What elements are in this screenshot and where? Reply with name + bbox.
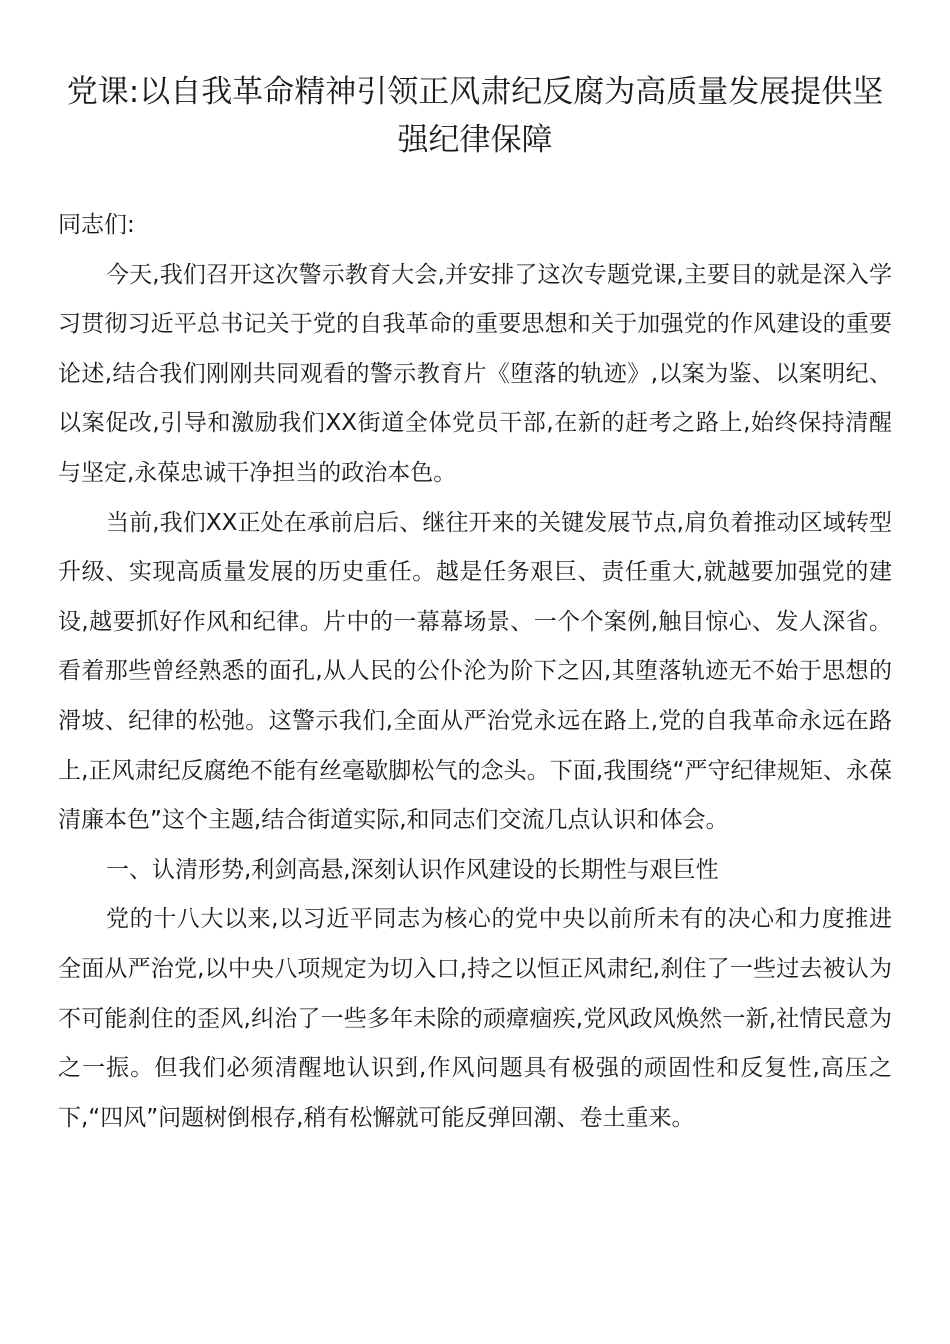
section-heading: 一、认清形势,利剑高悬,深刻认识作风建设的长期性与艰巨性 (106, 856, 719, 883)
document-body (58, 201, 892, 1143)
section-paragraph: 党的十八大以来,以习近平同志为核心的党中央以前所未有的决心和力度推进全面从严治党,以中央八项规定为切入口,持之以恒正风肃纪,刹住了一些过去被认为不可能刹住的歪风,纠治了一些多年未除的顽瘴痼疾,党风政风焕然一新,社情民意为之一振。但我们必须清醒地认识到,作风问题具有极强的顽固性和反复性,高压之下,“四风”问题树倒根存,稍有松懈就可能反弹回潮、卷土重来。 (58, 906, 892, 1131)
paragraph-current-situation: 当前,我们XX正处在承前启后、继往开来的关键发展节点,肩负着推动区域转型升级、实现高质量发展的历史重任。越是任务艰巨、责任重大,就越要加强党的建设,越要抓好作风和纪律。片中的一幕幕场景、一个个案例,触目惊心、发人深省。看着那些曾经熟悉的面孔,从人民的公仆沦为阶下之囚,其堕落轨迹无不始于思想的滑坡、纪律的松弛。这警示我们,全面从严治党永远在路上,党的自我革命永远在路上,正风肃纪反腐绝不能有丝毫歇脚松气的念头。下面,我围绕“严守纪律规矩、永葆清廉本色”这个主题,结合街道实际,和同志们交流几点认识和体会。 (58, 509, 892, 834)
document-page (58, 68, 892, 1143)
document-title: 党课:以自我革命精神引领正风肃纪反腐为高质量发展提供坚强纪律保障 (66, 74, 884, 158)
paragraph-intro: 今天,我们召开这次警示教育大会,并安排了这次专题党课,主要目的就是深入学习贯彻习近平总书记关于党的自我革命的重要思想和关于加强党的作风建设的重要论述,结合我们刚刚共同观看的警示教育片《堕落的轨迹》,以案为鉴、以案明纪、以案促改,引导和激励我们XX街道全体党员干部,在新的赶考之路上,始终保持清醒与坚定,永葆忠诚干净担当的政治本色。 (58, 261, 892, 486)
salutation: 同志们: (58, 212, 135, 238)
